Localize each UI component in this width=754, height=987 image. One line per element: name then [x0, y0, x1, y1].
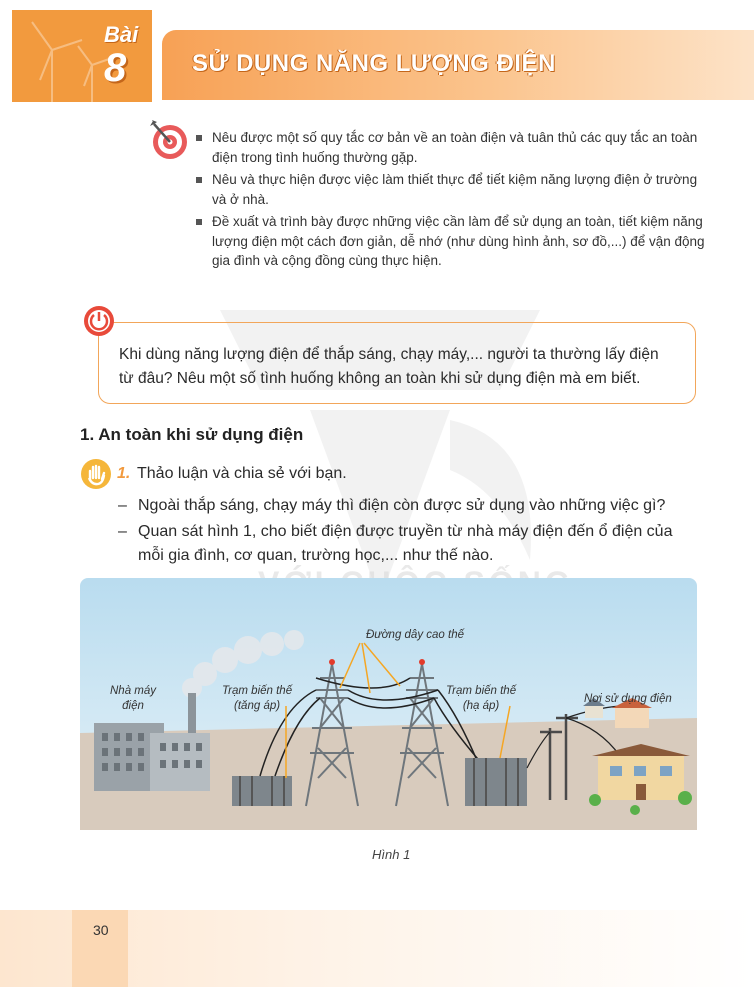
label-step-up-transformer: Trạm biến thế (tăng áp) [222, 685, 293, 712]
step-down-transformer [465, 758, 527, 806]
objective-item: Đề xuất và trình bày được những việc cần làm để sử dụng an toàn, tiết kiệm năng lượng điện một cách đơn giản, dễ nhớ (như dùng hình ảnh, sơ đồ,...) để vận động gia đình và cộng đồng cùng thực hiện. [196, 212, 706, 271]
lesson-label: Bài [104, 22, 139, 47]
hand-icon [80, 458, 112, 490]
dash-bullet: – [118, 523, 127, 540]
activity-number: 1. [117, 465, 131, 482]
power-icon [82, 304, 116, 338]
discussion-item [118, 520, 698, 568]
opening-question-box [98, 322, 696, 404]
step-up-transformer [232, 776, 292, 806]
target-icon [148, 118, 192, 162]
figure-caption: Hình 1 [372, 847, 411, 862]
dash-bullet: – [118, 497, 127, 514]
discussion-item [118, 494, 698, 518]
activity-text: Thảo luận và chia sẻ với bạn. [137, 465, 347, 482]
label-consumer: Nơi sử dụng điện [584, 693, 672, 705]
page-title: SỬ DỤNG NĂNG LƯỢNG ĐIỆN [192, 50, 556, 77]
lesson-number: 8 [104, 46, 127, 90]
section-title: 1. An toàn khi sử dụng điện [80, 425, 304, 444]
page-number: 30 [93, 922, 109, 938]
discussion-text: Quan sát hình 1, cho biết điện được truyền từ nhà máy điện đến ổ điện của mỗi gia đình, cơ quan, trường học,... như thế nào. [138, 523, 673, 564]
label-step-down-transformer: Trạm biến thế (hạ áp) [446, 685, 517, 712]
opening-question-text: Khi dùng năng lượng điện để thắp sáng, chạy máy,... người ta thường lấy điện từ đâu? Nêu một số tình huống không an toàn khi sử dụng điện mà em biết. [119, 346, 659, 387]
label-high-voltage-line: Đường dây cao thế [366, 629, 464, 641]
objective-item: Nêu được một số quy tắc cơ bản về an toàn điện và tuân thủ các quy tắc an toàn điện trong tình huống thường gặp. [196, 128, 706, 167]
label-power-plant: Nhà máy điện [110, 685, 157, 712]
objectives-list [196, 128, 706, 274]
discussion-text: Ngoài thắp sáng, chạy máy thì điện còn được sử dụng vào những việc gì? [138, 497, 666, 514]
objective-item: Nêu và thực hiện được việc làm thiết thực để tiết kiệm năng lượng điện ở trường và ở nhà. [196, 170, 706, 209]
